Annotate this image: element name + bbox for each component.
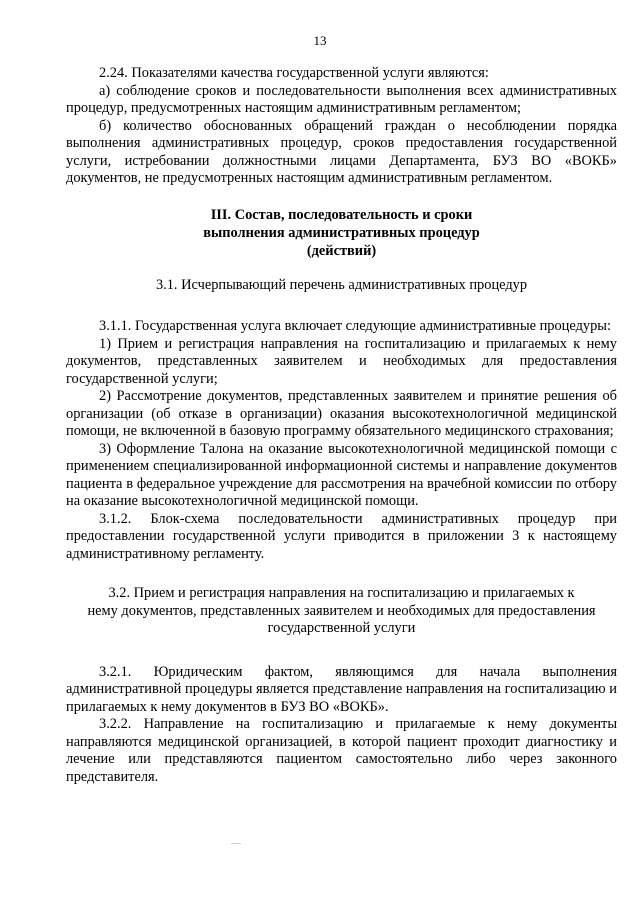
page-number: 13	[313, 33, 327, 48]
list-item-3: 3) Оформление Талона на оказание высокотехнологичной медицинской помощи с применением специализированной информационной системы и направление документов пациента в федеральное учреждение для рассмотрения на врачебной комиссии по отбору на оказание высокотехнологичной медицинской помощи.	[66, 440, 617, 509]
paragraph-2-24-b: б) количество обоснованных обращений граждан о несоблюдении порядка выполнения административных процедур, сроков предоставления государственной услуги, истребовании должностными лицами Департамента, БУЗ ВО «ВОКБ» документов, не предусмотренных настоящим административным регламентом.	[66, 117, 617, 186]
subsection-3-2-heading-line: нему документов, представленных заявителем и необходимых для предоставления	[87, 602, 596, 619]
paragraph-3-2-2: 3.2.2. Направление на госпитализацию и прилагаемые к нему документы направляются медицинской организацией, в которой пациент проходит диагностику и лечение или представляются пациентом самостоятельно либо через законного представителя.	[66, 716, 617, 785]
scan-mark	[231, 843, 241, 844]
section-3-title-line: III. Состав, последовательность и сроки	[210, 206, 473, 223]
paragraph-3-1-1: 3.1.1. Государственная услуга включает следующие административные процедуры:	[99, 318, 611, 334]
list-item-2: 2) Рассмотрение документов, представленных заявителем и принятие решения об организации (об отказе в организации) оказания высокотехнологичной медицинской помощи, не включенной в базовую программу обязательного медицинского страхования;	[66, 388, 617, 439]
paragraph-3-1-2: 3.1.2. Блок-схема последовательности административных процедур при предоставлении государственной услуги приводится в приложении 3 к настоящему административному регламенту.	[66, 510, 617, 562]
list-item-1: 1) Прием и регистрация направления на госпитализацию и прилагаемых к нему документов, представленных заявителем и необходимых для предоставления государственной услуги;	[66, 335, 617, 387]
section-3-title-line: выполнения административных процедур	[203, 224, 480, 241]
subsection-3-2-heading	[66, 585, 617, 638]
subsection-3-2-heading-line: 3.2. Прием и регистрация направления на госпитализацию и прилагаемых к	[108, 585, 575, 601]
page-content	[66, 65, 617, 786]
section-3-title	[66, 206, 617, 260]
paragraph-2-24-lead: 2.24. Показателями качества государственной услуги являются:	[99, 65, 489, 81]
paragraph-2-24-a: а) соблюдение сроков и последовательности выполнения всех административных процедур, предусмотренных настоящим административным регламентом;	[66, 82, 617, 116]
subsection-3-1-heading: 3.1. Исчерпывающий перечень административных процедур	[155, 276, 528, 293]
paragraph-3-2-1: 3.2.1. Юридическим фактом, являющимся для начала выполнения административной процедуры является представление направления на госпитализацию и прилагаемых к нему документов в БУЗ ВО «ВОКБ».	[66, 663, 617, 715]
subsection-3-2-heading-line: государственной услуги	[267, 620, 416, 636]
section-3-title-line: (действий)	[306, 242, 377, 259]
